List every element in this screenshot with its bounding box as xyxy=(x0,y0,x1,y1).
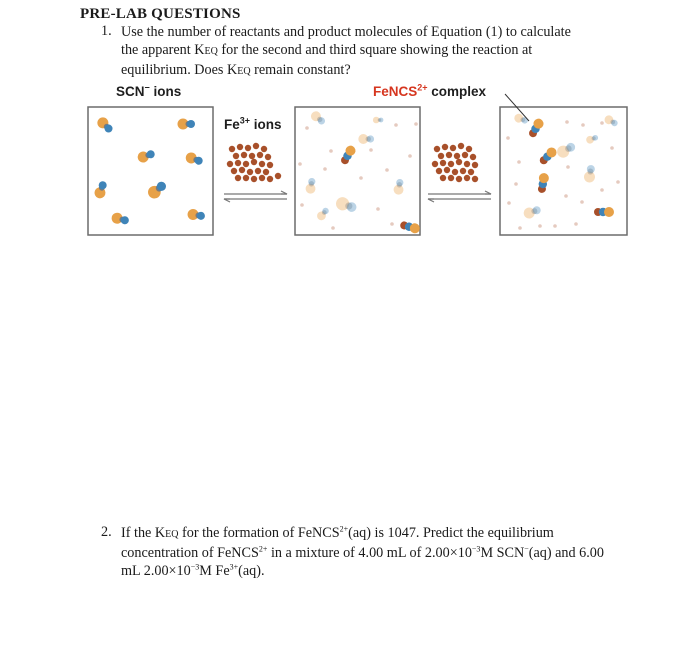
fe-ion xyxy=(438,153,444,159)
fe-ion xyxy=(456,159,462,165)
question-1-text: Use the number of reactants and product molecules of Equation (1) to calculate the apparent KEQ for the second and third square showing the reaction at equilibrium. Does KEQ remain constant? xyxy=(121,24,571,78)
fe-ion xyxy=(450,145,456,151)
fe-ion xyxy=(517,160,521,164)
fe-ion xyxy=(231,168,237,174)
fe-ion xyxy=(263,169,269,175)
fe-ion xyxy=(408,154,412,158)
fe-ion xyxy=(267,176,273,182)
fe-ions-label: $Fe^{3+}$ ions xyxy=(224,115,282,132)
fe-ion xyxy=(458,143,464,149)
page-heading: PRE-LAB QUESTIONS xyxy=(80,6,241,22)
fe-ion xyxy=(259,175,265,181)
fe-ion xyxy=(369,148,373,152)
fe-ion xyxy=(574,222,578,226)
forward-arrow-head xyxy=(281,191,287,194)
fe-ion xyxy=(434,146,440,152)
fe-ion xyxy=(610,146,614,150)
fe-ion xyxy=(466,146,472,152)
fe-ion xyxy=(329,149,333,153)
fe-ion xyxy=(300,203,304,207)
fe-ion xyxy=(251,176,257,182)
fe-ion xyxy=(507,201,511,205)
fe-ion xyxy=(566,165,570,169)
fe-ion xyxy=(233,153,239,159)
fe-ion xyxy=(616,180,620,184)
fe-ion xyxy=(553,224,557,228)
fe-ion xyxy=(440,175,446,181)
fe-ion xyxy=(359,176,363,180)
fe-ion xyxy=(564,194,568,198)
fe-ion xyxy=(518,226,522,230)
fe-ion xyxy=(464,175,470,181)
fe-ion xyxy=(538,224,542,228)
fe-ion xyxy=(414,122,418,126)
reverse-arrow-head xyxy=(428,199,434,202)
fe-ion xyxy=(265,154,271,160)
fe-ion xyxy=(506,136,510,140)
fe-ion xyxy=(255,168,261,174)
fe-ion xyxy=(243,161,249,167)
reverse-arrow-head xyxy=(224,199,230,202)
fe-ion xyxy=(448,161,454,167)
fe-ion xyxy=(305,126,309,130)
fe-ion xyxy=(470,154,476,160)
fencs-complex xyxy=(594,207,614,217)
question-1-number: 1. xyxy=(101,23,112,39)
q1-line1: Use the number of reactants and product molecules of Equation (1) to calculate xyxy=(121,24,571,40)
fe-ion xyxy=(257,152,263,158)
fe-ion xyxy=(235,160,241,166)
fe-ion xyxy=(464,161,470,167)
fe-ion xyxy=(600,121,604,125)
fe-ion xyxy=(581,123,585,127)
fe-ion xyxy=(436,168,442,174)
fe-ion xyxy=(468,169,474,175)
fe-ion xyxy=(580,200,584,204)
fe-ion xyxy=(514,182,518,186)
fe-ion xyxy=(261,146,267,152)
fe-ion xyxy=(235,175,241,181)
fe-ion xyxy=(565,120,569,124)
forward-arrow-head xyxy=(485,191,491,194)
question-2-text: If the KEQ for the formation of FeNCS$^{2+}$(aq) is 1047. Predict the equilibrium concentration of FeNCS$^{2+}$ in a mixture of 4.00 mL of $2.00\times 10^{-3}M$ SCN−(aq) and 6.00 mL $2.00\times 10^{-3}M$ $Fe^{3+}(aq)$. xyxy=(121,524,604,579)
fencs-complex-label: FeNCS$^{2+}$ complex xyxy=(373,82,487,99)
fe-ion xyxy=(385,168,389,172)
fe-ion xyxy=(253,143,259,149)
fe-ion xyxy=(229,146,235,152)
fe-ion xyxy=(448,175,454,181)
fe-ion xyxy=(600,188,604,192)
fe-ion xyxy=(472,162,478,168)
fe-ion xyxy=(452,169,458,175)
fe-ion xyxy=(456,176,462,182)
fe-ion xyxy=(331,226,335,230)
fe-ion xyxy=(227,161,233,167)
fe-ion xyxy=(432,161,438,167)
fe-ion xyxy=(376,207,380,211)
fe-ion xyxy=(245,145,251,151)
fe-ion xyxy=(440,160,446,166)
fe-ion xyxy=(241,152,247,158)
fe-ion xyxy=(394,123,398,127)
fe-ion xyxy=(323,167,327,171)
fe-ion xyxy=(249,153,255,159)
question-2-number: 2. xyxy=(101,524,112,540)
fe-ion xyxy=(444,167,450,173)
beaker-box-2 xyxy=(295,107,420,235)
fe-ion xyxy=(251,159,257,165)
fe-ion xyxy=(462,152,468,158)
fe-ion xyxy=(460,168,466,174)
scn-ions-label: SCN− ions xyxy=(116,82,182,99)
fe-ion xyxy=(267,162,273,168)
fe-ion xyxy=(275,173,281,179)
fe-ion xyxy=(298,162,302,166)
fe-ion xyxy=(247,169,253,175)
fe-ion xyxy=(243,175,249,181)
fe-ion xyxy=(239,167,245,173)
fe-ion xyxy=(390,222,394,226)
fe-ion xyxy=(472,176,478,182)
fe-ion xyxy=(446,152,452,158)
fe-ion xyxy=(237,144,243,150)
fe-ion xyxy=(454,153,460,159)
fe-ion xyxy=(442,144,448,150)
fe-ion xyxy=(259,161,265,167)
